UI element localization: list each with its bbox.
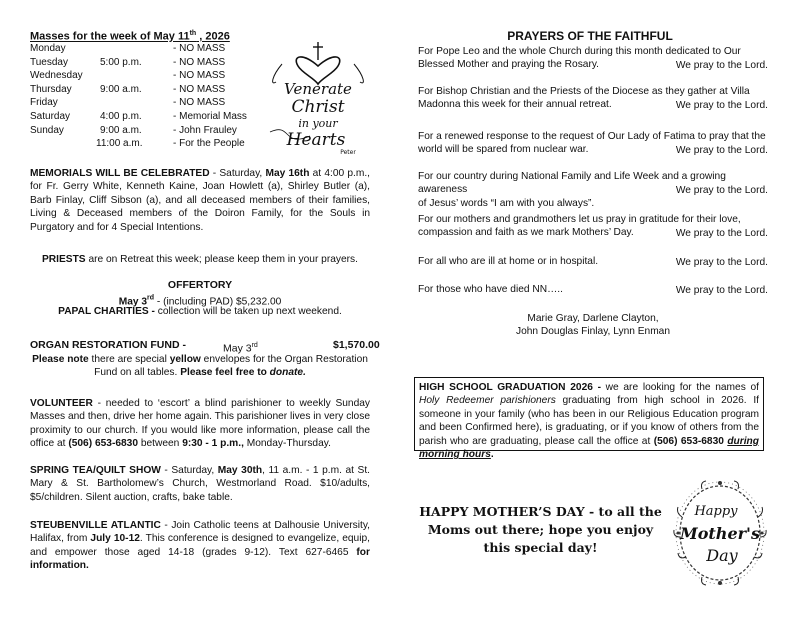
prayer-response: We pray to the Lord.	[675, 184, 768, 196]
steubenville-notice: STEUBENVILLE ATLANTIC - Join Catholic teens at Dalhousie University, Halifax, from July 10-12. This conference is designed to evangelize, equip, and empower those aged 14-18 (grades 9-12). Text 627-6465 for information.	[30, 520, 370, 572]
prayer-intention	[418, 170, 768, 209]
mass-intention: - NO MASS	[173, 97, 226, 109]
prayer-intention	[418, 255, 768, 269]
prayer-text-line2: For all who are ill at home or in hospital.	[418, 256, 599, 267]
svg-text:Mother's: Mother's	[680, 524, 760, 543]
prayer-text-line2: Blessed Mother and praying the Rosary.	[418, 59, 600, 71]
mass-time: 9:00 a.m.	[100, 83, 142, 95]
volunteer-notice: VOLUNTEER - needed to ‘escort’ a blind parishioner to weekly Sunday Masses and then, drive her home again. This parishioner lives in very close proximity to our church. If you would like more information, please call the office at (506) 653-6830 between 9:30 - 1 p.m., Monday-Thursday.	[30, 398, 370, 450]
prayer-intention	[418, 283, 768, 297]
prayer-text-line1: For Pope Leo and the whole Church during this month dedicated to Our	[418, 46, 741, 57]
mass-time: 9:00 a.m.	[100, 124, 142, 136]
mass-row	[30, 110, 290, 123]
prayer-response: We pray to the Lord.	[675, 227, 768, 239]
mass-day: Monday	[30, 43, 66, 54]
graduation-notice-box: HIGH SCHOOL GRADUATION 2026 - we are looking for the names of Holy Redeemer parishioners graduating from high school in 2026. If someone in your family (who has been in our Religious Education program and been Confirmed here), is graduating, or if you know of others from the parish who are graduating, please call the office at (506) 653-6830 during morning hours.	[414, 377, 764, 451]
prayer-intention	[418, 45, 768, 72]
mothers-day-wreath-image	[672, 477, 768, 589]
mass-time: 5:00 p.m.	[100, 56, 142, 68]
svg-text:Peter: Peter	[340, 149, 356, 156]
mothers-day-message: HAPPY MOTHER’S DAY - to all the Moms out there; hope you enjoy this special day!	[419, 504, 662, 555]
mass-intention: - NO MASS	[173, 83, 226, 95]
mass-intention: - For the People	[173, 138, 245, 150]
prayer-text-line2: Madonna this week for their annual retreat.	[418, 99, 612, 111]
prayer-text-line2: For those who have died NN…..	[418, 284, 563, 295]
prayer-text-line2: compassion and faith as we mark Mothers’ Day.	[418, 227, 634, 239]
mass-intention: - NO MASS	[173, 43, 226, 54]
prayer-text-line1: For our country during National Family and Life Week and a growing awareness	[418, 171, 726, 196]
prayer-text-line2: world will be spared from nuclear war.	[418, 144, 589, 156]
prayer-text-line2: of Jesus’ words “I am with you always”.	[418, 197, 595, 209]
prayer-text-line1: For our mothers and grandmothers let us pray in gratitude for their love,	[418, 214, 741, 225]
deceased-names-line1: Marie Gray, Darlene Clayton,	[527, 313, 659, 324]
mass-row	[30, 137, 290, 150]
prayer-response: We pray to the Lord.	[675, 59, 768, 71]
mass-intention: - NO MASS	[173, 70, 226, 82]
organ-fund-heading: ORGAN RESTORATION FUND - May 3rd $1,570.00	[30, 339, 380, 355]
spring-tea-notice: SPRING TEA/QUILT SHOW - Saturday, May 30th, 11 a.m. - 1 p.m. at St. Mary & St. Bartholomew’s Church, Westmorland Road. $10/adults, $5/children. Silent auction, crafts, bake table.	[30, 465, 371, 503]
mass-time: 11:00 a.m.	[96, 138, 143, 150]
svg-text:Venerate: Venerate	[284, 80, 352, 98]
prayer-intention	[418, 85, 768, 112]
mass-day: Thursday	[30, 83, 72, 95]
mass-day: Tuesday	[30, 56, 68, 68]
venerate-christ-logo	[262, 36, 374, 160]
svg-text:Hearts: Hearts	[286, 130, 346, 150]
mass-row	[30, 69, 290, 82]
mass-day: Wednesday	[30, 70, 83, 82]
prayer-response: We pray to the Lord.	[675, 144, 768, 156]
prayer-text-line1: For Bishop Christian and the Priests of the Diocese as they gather at Villa	[418, 86, 750, 97]
mass-day: Saturday	[30, 111, 71, 122]
mass-day: Friday	[30, 97, 58, 109]
papal-charities: PAPAL CHARITIES - collection will be taken up next weekend.	[58, 306, 342, 317]
prayer-intention	[418, 130, 768, 157]
mass-intention: - NO MASS	[173, 56, 226, 68]
mass-time: 4:00 p.m.	[100, 111, 142, 122]
mass-intention: - John Frauley	[173, 124, 237, 136]
prayer-text-line1: For a renewed response to the request of Our Lady of Fatima to pray that the	[418, 131, 766, 142]
mass-day: Sunday	[30, 124, 64, 136]
masses-title: Masses for the week of May 11th , 2026	[30, 30, 230, 43]
offertory-amount: May 3rd - (including PAD) $5,232.00	[118, 295, 282, 308]
mass-row	[30, 124, 290, 137]
mass-row	[30, 83, 290, 96]
svg-text:Christ: Christ	[291, 97, 345, 117]
prayer-response: We pray to the Lord.	[675, 99, 768, 111]
mass-row	[30, 42, 290, 55]
prayer-response: We pray to the Lord.	[675, 284, 768, 296]
deceased-names-line2: John Douglas Finlay, Lynn Enman	[515, 326, 671, 337]
priests-notice: PRIESTS are on Retreat this week; please keep them in your prayers.	[42, 254, 358, 265]
prayer-intention	[418, 213, 768, 240]
mass-row	[30, 56, 290, 69]
offertory-title: OFFERTORY	[167, 279, 233, 291]
svg-text:Day: Day	[706, 546, 738, 565]
svg-text:in your: in your	[298, 117, 338, 130]
memorials-notice: MEMORIALS WILL BE CELEBRATED - Saturday, May 16th at 4:00 p.m., for Fr. Gerry White, Kenneth Kaine, Joan Howlett (a), Shirley Butler (a), Barb Finlay, Cliff Sibson (a), and all deceased members of their families, Living & Deceased members of the Doiron Family, for the Souls in Purgatory and for 4 Special Intentions.	[30, 168, 370, 233]
mass-row	[30, 96, 290, 109]
prayer-response: We pray to the Lord.	[675, 256, 768, 268]
prayers-title: PRAYERS OF THE FAITHFUL	[507, 29, 673, 43]
mass-intention: - Memorial Mass	[173, 111, 247, 122]
organ-fund-note: Please note there are special yellow envelopes for the Organ Restoration Fund on all tables. Please feel free to donate.	[32, 354, 368, 379]
svg-text:Happy: Happy	[694, 504, 738, 519]
